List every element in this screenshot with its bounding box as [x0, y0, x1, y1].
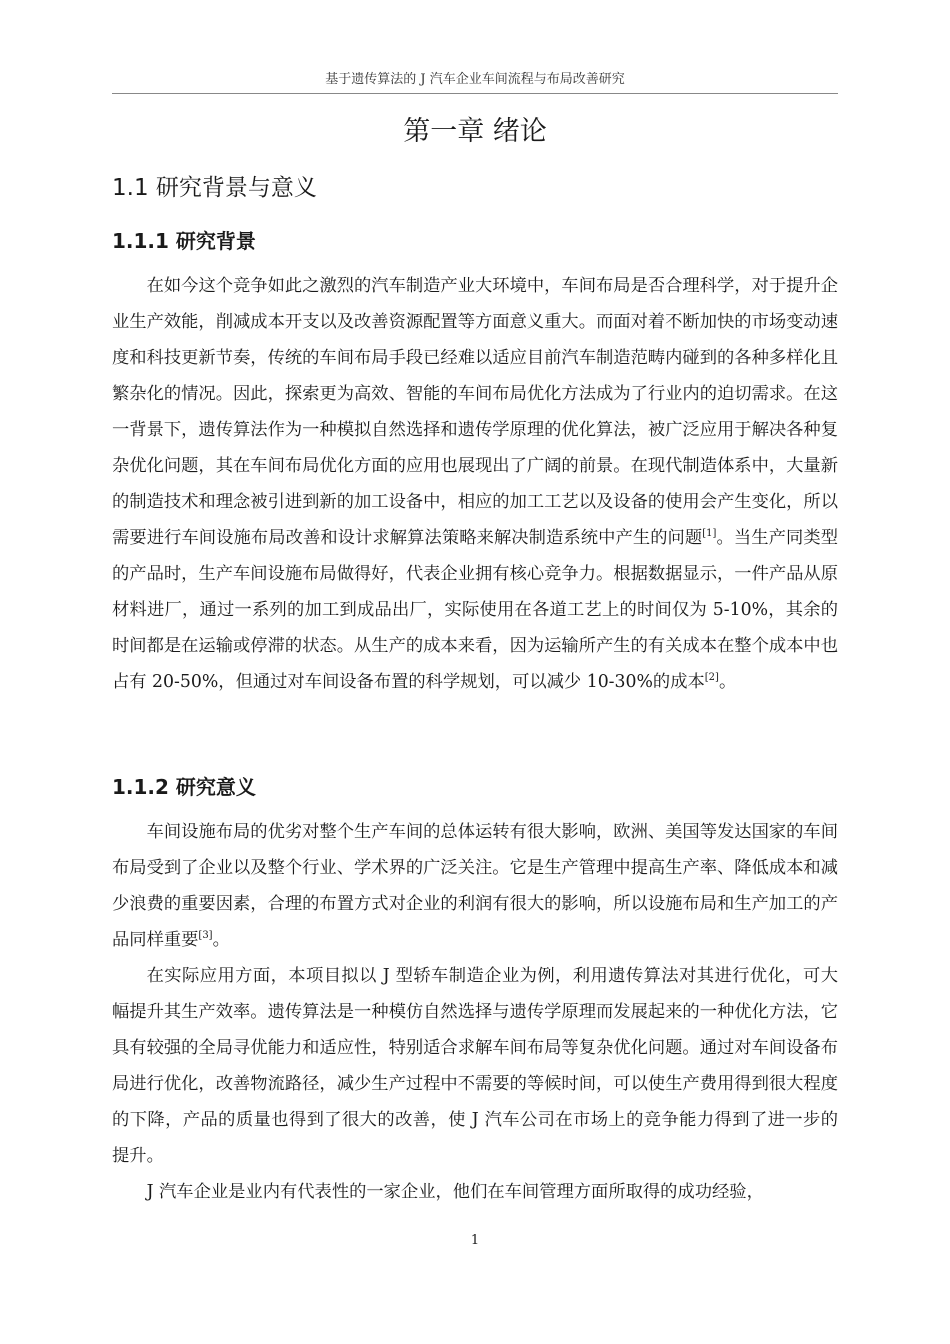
- background-paragraph: [112, 268, 838, 700]
- significance-paragraph-3: J 汽车企业是业内有代表性的一家企业，他们在车间管理方面所取得的成功经验，: [146, 1182, 764, 1202]
- citation-ref: [2]: [704, 672, 719, 684]
- paragraph-text: 车间设施布局的优劣对整个生产车间的总体运转有很大影响，欧洲、美国等发达国家的车间布局受到了企业以及整个行业、学术界的广泛关注。它是生产管理中提高生产率、降低成本和减少浪费的重要因素，合理的布置方式对企业的利润有很大的影响，所以设施布局和生产加工的产品同样重要: [112, 822, 838, 950]
- significance-body: [112, 814, 838, 1210]
- subsection-heading-significance: 1.1.2 研究意义: [112, 775, 256, 799]
- subsection-heading-background: 1.1.1 研究背景: [112, 229, 256, 253]
- citation-ref: [3]: [198, 930, 213, 942]
- background-body: [112, 268, 838, 700]
- page-number: 1: [470, 1233, 480, 1248]
- section-heading: 1.1 研究背景与意义: [112, 175, 317, 201]
- chapter-title: 第一章 绪论: [403, 116, 547, 147]
- significance-paragraph-1: [112, 814, 838, 958]
- paragraph-text: 。: [718, 672, 737, 692]
- citation-ref: [1]: [702, 528, 717, 540]
- header-rule: [112, 93, 838, 94]
- significance-paragraph-2: 在实际应用方面，本项目拟以 J 型轿车制造企业为例，利用遗传算法对其进行优化，可大幅提升其生产效率。遗传算法是一种模仿自然选择与遗传学原理而发展起来的一种优化方法，它具有较强的全局寻优能力和适应性，特别适合求解车间布局等复杂优化问题。通过对车间设备布局进行优化，改善物流路径，减少生产过程中不需要的等候时间，可以使生产费用得到很大程度的下降，产品的质量也得到了很大的改善，使 J 汽车公司在市场上的竞争能力得到了进一步的提升。: [112, 966, 838, 1166]
- paragraph-text: 在如今这个竞争如此之激烈的汽车制造产业大环境中，车间布局是否合理科学，对于提升企业生产效能，削减成本开支以及改善资源配置等方面意义重大。而面对着不断加快的市场变动速度和科技更新节奏，传统的车间布局手段已经难以适应目前汽车制造范畴内碰到的各种多样化且繁杂化的情况。因此，探索更为高效、智能的车间布局优化方法成为了行业内的迫切需求。在这一背景下，遗传算法作为一种模拟自然选择和遗传学原理的优化算法，被广泛应用于解决各种复杂优化问题，其在车间布局优化方面的应用也展现出了广阔的前景。在现代制造体系中，大量新的制造技术和理念被引进到新的加工设备中，相应的加工工艺以及设备的使用会产生变化，所以需要进行车间设施布局改善和设计求解算法策略来解决制造系统中产生的问题: [112, 276, 838, 548]
- paragraph-text: 。当生产同类型的产品时，生产车间设施布局做得好，代表企业拥有核心竞争力。根据数据显示，一件产品从原材料进厂，通过一系列的加工到成品出厂，实际使用在各道工艺上的时间仅为 5-10%，其余的时间都是在运输或停滞的状态。从生产的成本来看，因为运输所产生的有关成本在整个成本中也占有 20-50%，但通过对车间设备布置的科学规划，可以减少 10-30%的成本: [112, 528, 838, 692]
- running-header: 基于遗传算法的 J 汽车企业车间流程与布局改善研究: [325, 72, 625, 87]
- paragraph-text: 。: [212, 930, 230, 950]
